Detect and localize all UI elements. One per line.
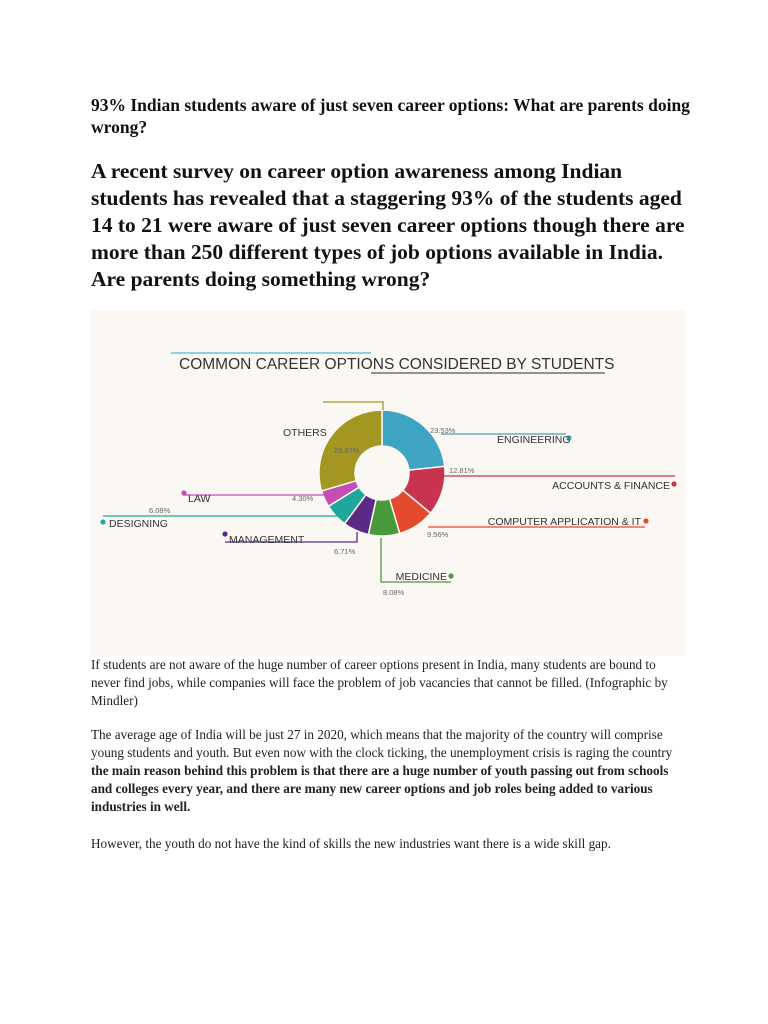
value-label-computer-application-it: 9.56%: [427, 530, 449, 539]
value-label-engineering: 23.53%: [430, 426, 456, 435]
label-medicine: MEDICINE: [395, 571, 447, 583]
label-law: LAW: [188, 493, 211, 505]
label-designing: DESIGNING: [109, 518, 168, 530]
donut-chart: [91, 310, 685, 656]
value-label-accounts-finance: 12.81%: [449, 466, 475, 475]
paragraph-plain-text: The average age of India will be just 27 in 2020, which means that the majority of the country will comprise young students and youth. But even now with the clock ticking, the unemployment crisis is raging the country: [91, 727, 673, 760]
value-label-others: 29.87%: [334, 446, 360, 455]
callout-dot-accounts-finance: [671, 481, 676, 486]
value-label-designing: 6.08%: [149, 506, 171, 515]
callout-dot-computer-application-it: [643, 518, 648, 523]
callout-dot-designing: [100, 519, 105, 524]
infographic: [91, 310, 685, 656]
paragraph-skill-gap: However, the youth do not have the kind of skills the new industries want there is a wide skill gap.: [91, 836, 611, 851]
value-label-management: 6.71%: [334, 547, 356, 556]
chart-title: COMMON CAREER OPTIONS CONSIDERED BY STUDENTS: [179, 356, 615, 373]
callout-dot-management: [222, 531, 227, 536]
value-label-law: 4.30%: [292, 494, 314, 503]
paragraph-bold-text: the main reason behind this problem is that there are a huge number of youth passing out from schools and colleges every year, and there are many new career options and job roles being added to various industries in well.: [91, 763, 669, 814]
label-engineering: ENGINEERING: [497, 434, 571, 446]
slice-engineering: [382, 410, 445, 470]
label-accounts-finance: ACCOUNTS & FINANCE: [552, 480, 670, 492]
label-computer-application-it: COMPUTER APPLICATION & IT: [487, 516, 641, 528]
article-lede: A recent survey on career option awareness among Indian students has revealed that a staggering 93% of the students aged 14 to 21 were aware of just seven career options though there are more than 250 different types of job options available in India. Are parents doing something wrong?: [91, 159, 685, 291]
donut-slices: [319, 410, 445, 536]
paragraph-average-age: [91, 726, 687, 816]
leader-line-others: [323, 402, 383, 410]
label-management: MANAGEMENT: [229, 534, 305, 546]
callout-dot-medicine: [448, 573, 453, 578]
article-headline: 93% Indian students aware of just seven career options: What are parents doing wrong?: [91, 95, 690, 137]
infographic-caption: If students are not aware of the huge number of career options present in India, many students are bound to never find jobs, while companies will face the problem of job vacancies that cannot be filled. (Infographic by Mindler): [91, 657, 668, 708]
label-others: OTHERS: [283, 427, 327, 439]
callout-dot-law: [181, 490, 186, 495]
value-label-medicine: 8.08%: [383, 588, 405, 597]
